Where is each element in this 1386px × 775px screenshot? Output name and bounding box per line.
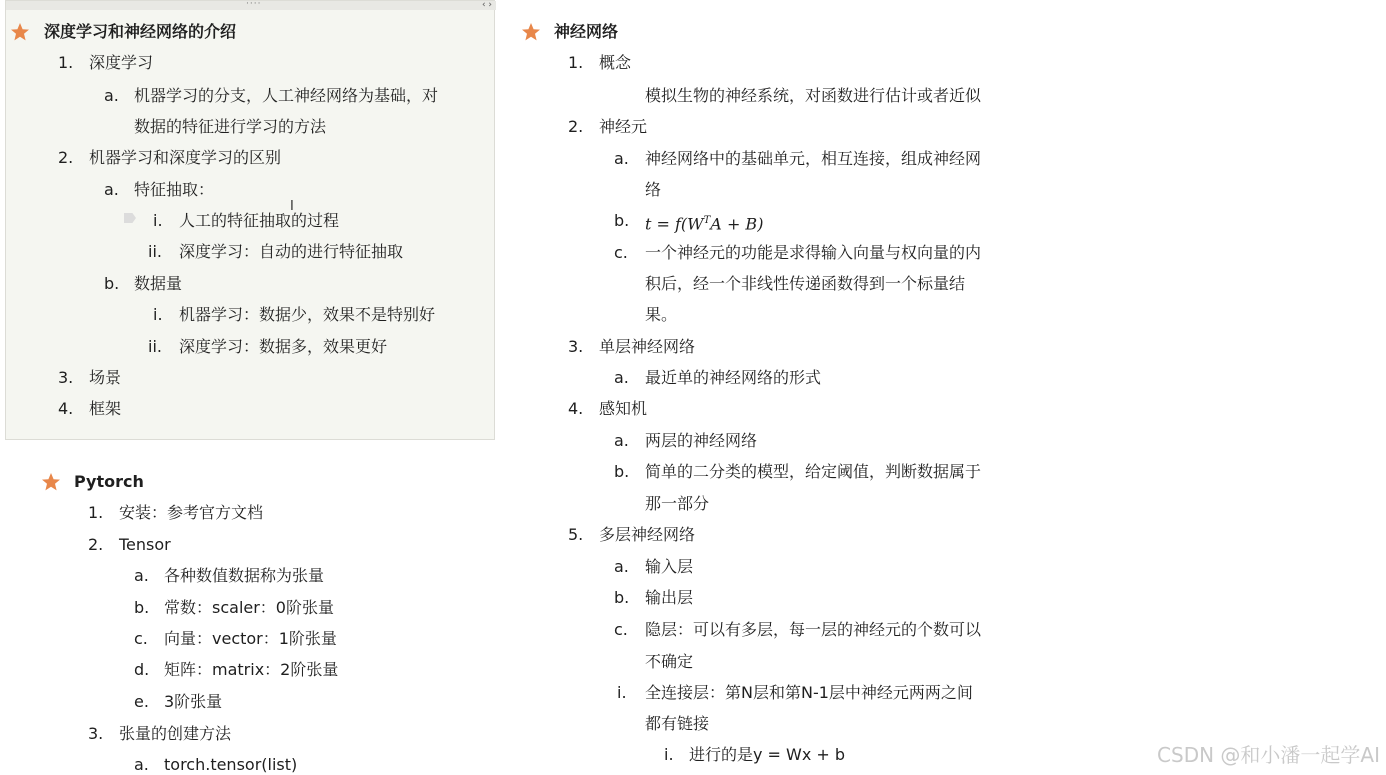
list-item: 最近单的神经网络的形式 bbox=[645, 368, 822, 387]
list-item-continuation: 那一部分 bbox=[645, 494, 710, 513]
intro-heading: 深度学习和神经网络的介绍 bbox=[44, 22, 237, 41]
list-item: 矩阵：matrix：2阶张量 bbox=[164, 660, 339, 679]
list-number: 1. bbox=[88, 503, 104, 522]
list-number: 2. bbox=[88, 535, 104, 554]
list-number: i. bbox=[153, 211, 163, 230]
list-item: 输入层 bbox=[645, 557, 694, 576]
collapse-arrow-icon[interactable]: ‹ › bbox=[481, 0, 492, 10]
nn-heading: 神经网络 bbox=[554, 22, 619, 41]
list-number: i. bbox=[617, 683, 627, 702]
list-number: a. bbox=[614, 557, 629, 576]
list-number: 1. bbox=[58, 53, 74, 72]
list-number: ii. bbox=[148, 242, 162, 261]
list-item: 单层神经网络 bbox=[599, 337, 696, 356]
list-item-continuation: 数据的特征进行学习的方法 bbox=[134, 117, 327, 136]
drag-handle-icon[interactable]: ···· bbox=[246, 0, 262, 9]
list-item: 深度学习：自动的进行特征抽取 bbox=[179, 242, 404, 261]
list-item: 机器学习的分支，人工神经网络为基础，对 bbox=[134, 86, 439, 105]
list-number: a. bbox=[104, 86, 119, 105]
list-number: a. bbox=[614, 431, 629, 450]
panel-resize-bar[interactable] bbox=[6, 1, 496, 10]
star-icon bbox=[10, 22, 30, 42]
list-item: 各种数值数据称为张量 bbox=[164, 566, 325, 585]
list-item: 全连接层：第N层和第N-1层中神经元两两之间 bbox=[645, 683, 973, 702]
list-item: 框架 bbox=[89, 399, 122, 418]
list-item: 感知机 bbox=[599, 399, 648, 418]
list-item: 特征抽取： bbox=[134, 180, 215, 199]
formula-start: t = f(W bbox=[645, 214, 704, 234]
list-item: 张量的创建方法 bbox=[119, 724, 232, 743]
list-item: 数据量 bbox=[134, 274, 183, 293]
list-item: 一个神经元的功能是求得输入向量与权向量的内 bbox=[645, 243, 982, 262]
list-item: 机器学习和深度学习的区别 bbox=[89, 148, 282, 167]
list-number: 2. bbox=[58, 148, 74, 167]
list-item: Tensor bbox=[119, 535, 171, 554]
list-number: a. bbox=[614, 149, 629, 168]
list-number: b. bbox=[104, 274, 120, 293]
list-number: c. bbox=[614, 243, 628, 262]
list-item: 隐层：可以有多层，每一层的神经元的个数可以 bbox=[645, 620, 982, 639]
list-number: i. bbox=[153, 305, 163, 324]
list-item: torch.tensor(list) bbox=[164, 755, 298, 774]
list-number: a. bbox=[614, 368, 629, 387]
list-number: 4. bbox=[58, 399, 74, 418]
list-item: 深度学习：数据多，效果更好 bbox=[179, 337, 388, 356]
list-item: 人工的特征抽取的过程 bbox=[179, 211, 340, 230]
list-item: 深度学习 bbox=[89, 53, 154, 72]
list-item: 神经网络中的基础单元，相互连接，组成神经网 bbox=[645, 149, 982, 168]
text-cursor-icon: I bbox=[290, 199, 294, 214]
list-item: 3阶张量 bbox=[164, 692, 223, 711]
list-number: b. bbox=[614, 462, 630, 481]
list-item-continuation: 络 bbox=[645, 180, 662, 199]
list-item: 概念 bbox=[599, 53, 632, 72]
list-item-body: 模拟生物的神经系统，对函数进行估计或者近似 bbox=[645, 86, 982, 105]
list-number: 3. bbox=[88, 724, 104, 743]
list-number: i. bbox=[664, 745, 674, 764]
formula-superscript: T bbox=[703, 215, 711, 226]
list-item-continuation: 不确定 bbox=[645, 652, 694, 671]
list-item: 安装：参考官方文档 bbox=[119, 503, 264, 522]
list-number: 3. bbox=[568, 337, 584, 356]
list-number: ii. bbox=[148, 337, 162, 356]
list-item: 进行的是y = Wx + b bbox=[689, 745, 846, 764]
list-number: 2. bbox=[568, 117, 584, 136]
list-item: 两层的神经网络 bbox=[645, 431, 758, 450]
list-item: 常数：scaler：0阶张量 bbox=[164, 598, 334, 617]
list-item: 输出层 bbox=[645, 588, 694, 607]
list-item: 向量：vector：1阶张量 bbox=[164, 629, 337, 648]
list-number: 5. bbox=[568, 525, 584, 544]
list-item-continuation: 果。 bbox=[645, 305, 678, 324]
list-number: 1. bbox=[568, 53, 584, 72]
list-number: d. bbox=[134, 660, 150, 679]
list-item-continuation: 都有链接 bbox=[645, 714, 710, 733]
list-number: a. bbox=[104, 180, 119, 199]
list-number: b. bbox=[614, 588, 630, 607]
list-number: a. bbox=[134, 755, 149, 774]
list-number: a. bbox=[134, 566, 149, 585]
list-number: 4. bbox=[568, 399, 584, 418]
list-number: e. bbox=[134, 692, 149, 711]
list-item: 多层神经网络 bbox=[599, 525, 696, 544]
list-item: 神经元 bbox=[599, 117, 648, 136]
pytorch-heading: Pytorch bbox=[74, 472, 144, 491]
list-item: 简单的二分类的模型，给定阈值，判断数据属于 bbox=[645, 462, 982, 481]
star-icon bbox=[521, 22, 541, 42]
list-item-continuation: 积后，经一个非线性传递函数得到一个标量结 bbox=[645, 274, 966, 293]
list-number: b. bbox=[134, 598, 150, 617]
csdn-watermark: CSDN @和小潘一起学AI bbox=[1157, 743, 1380, 767]
neuron-formula bbox=[645, 211, 763, 234]
list-number: 3. bbox=[58, 368, 74, 387]
formula-end: A + B) bbox=[710, 214, 764, 234]
list-number: c. bbox=[614, 620, 628, 639]
list-number: b. bbox=[614, 211, 630, 230]
list-item: 场景 bbox=[89, 368, 122, 387]
list-number: c. bbox=[134, 629, 148, 648]
star-icon bbox=[41, 472, 61, 492]
list-item: 机器学习：数据少，效果不是特别好 bbox=[179, 305, 436, 324]
